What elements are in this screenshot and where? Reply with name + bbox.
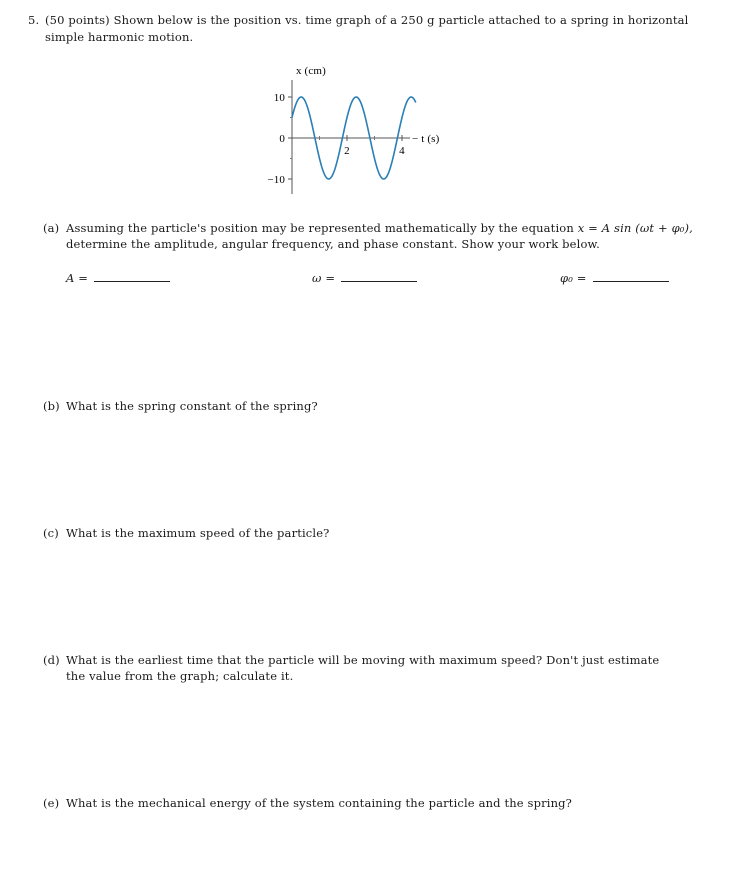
answer-amplitude-label: A = <box>66 271 89 285</box>
part-c-label: (c) <box>43 526 59 540</box>
part-c-text: What is the maximum speed of the particle? <box>66 526 330 540</box>
answer-phase-blank[interactable] <box>593 280 669 282</box>
answer-omega-blank[interactable] <box>341 280 417 282</box>
problem-number: 5. <box>28 13 40 27</box>
y-tick-label: 0 <box>279 133 285 145</box>
part-a-equation: x = A sin (ωt + φ₀), <box>577 221 693 235</box>
answer-amplitude-blank[interactable] <box>94 280 170 282</box>
y-tick-label: 10 <box>273 92 285 104</box>
problem-intro-line2: simple harmonic motion. <box>45 30 194 44</box>
part-e-label: (e) <box>43 796 60 810</box>
part-d-label: (d) <box>43 653 60 667</box>
answer-phase <box>560 271 669 285</box>
part-b-text: What is the spring constant of the spring? <box>66 399 318 413</box>
answer-omega <box>312 271 417 285</box>
y-axis-label: x (cm) <box>296 65 326 77</box>
answer-phase-label: φ₀ = <box>560 271 587 285</box>
part-a-line1: Assuming the particle's position may be represented mathematically by the equation <box>66 221 574 235</box>
position-time-graph <box>250 60 470 200</box>
x-tick-label: 2 <box>344 145 350 157</box>
part-d-line1: What is the earliest time that the particle will be moving with maximum speed? Don't just estimate <box>66 653 660 667</box>
problem-intro-line1: (50 points) Shown below is the position vs. time graph of a 250 g particle attached to a spring in horizontal <box>45 13 689 27</box>
answer-omega-label: ω = <box>312 271 336 285</box>
part-d-line2: the value from the graph; calculate it. <box>66 669 294 683</box>
part-b-label: (b) <box>43 399 60 413</box>
y-tick-label: −10 <box>267 174 285 186</box>
part-a-line2: determine the amplitude, angular frequency, and phase constant. Show your work below. <box>66 237 600 251</box>
x-tick-label: 4 <box>399 145 405 157</box>
x-axis-label: − t (s) <box>412 133 440 145</box>
answer-amplitude <box>66 271 170 285</box>
part-a-label: (a) <box>43 221 60 235</box>
part-e-text: What is the mechanical energy of the system containing the particle and the spring? <box>66 796 572 810</box>
